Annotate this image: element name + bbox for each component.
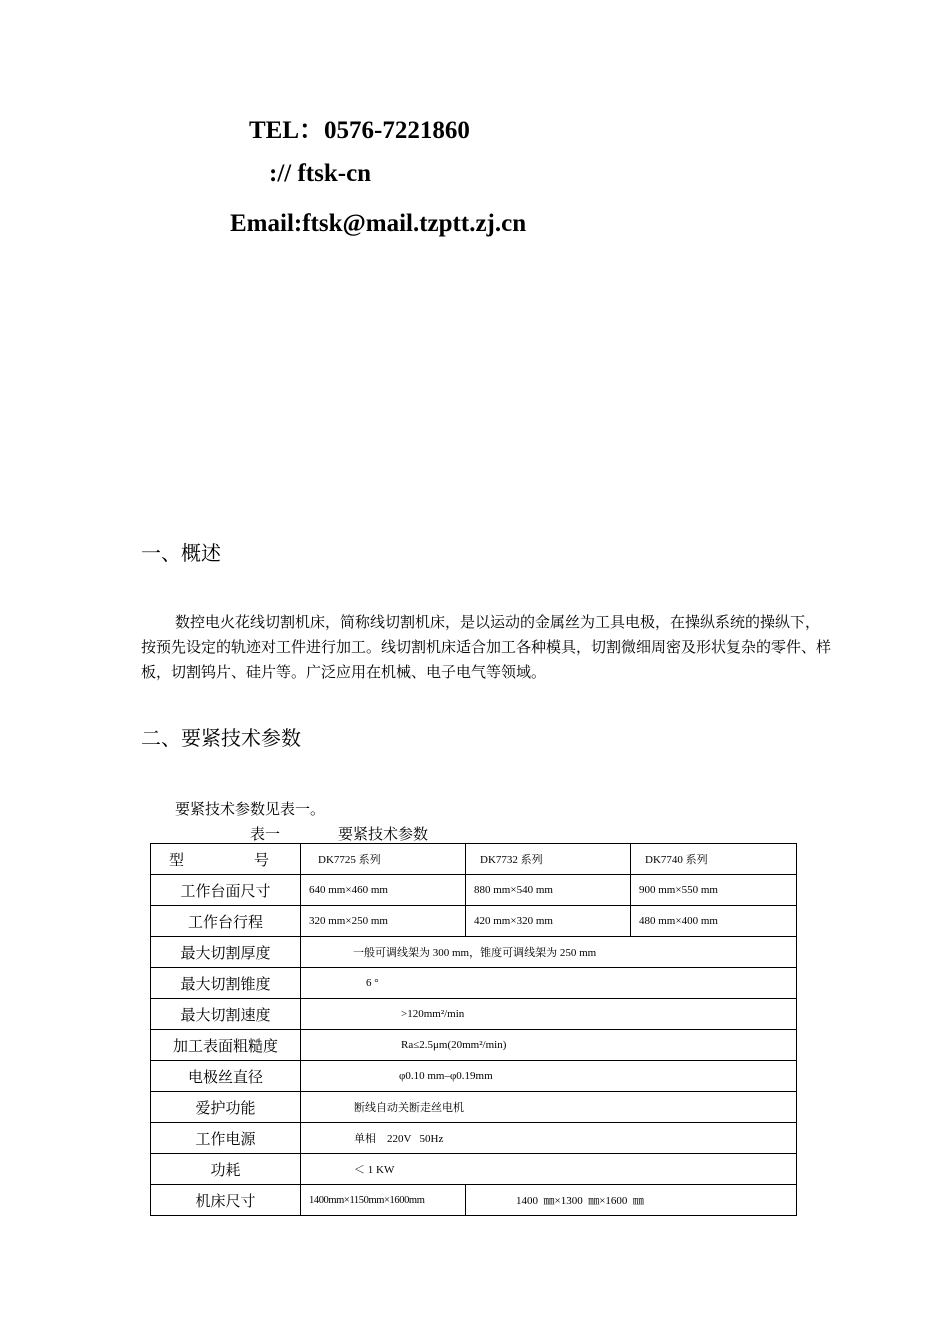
row-label: 工作台面尺寸 xyxy=(151,875,301,906)
table-row xyxy=(151,1061,797,1092)
cell-value: 断线自动关断走丝电机 xyxy=(301,1092,797,1123)
table-row xyxy=(151,1154,797,1185)
cell-value: 880 mm×540 mm xyxy=(466,875,631,906)
row-label: 爱护功能 xyxy=(151,1092,301,1123)
cell-value: 1400 ㎜×1300 ㎜×1600 ㎜ xyxy=(466,1185,797,1216)
header-model-3: DK7740 系列 xyxy=(631,844,797,875)
contact-website: :// ftsk-cn xyxy=(269,160,372,187)
cell-value: 一般可调线架为 300 mm，锥度可调线架为 250 mm xyxy=(301,937,797,968)
header-model-1: DK7725 系列 xyxy=(301,844,466,875)
cell-value: 480 mm×400 mm xyxy=(631,906,797,937)
cell-value: 900 mm×550 mm xyxy=(631,875,797,906)
row-label: 工作电源 xyxy=(151,1123,301,1154)
parameters-intro: 要紧技术参数见表一。 xyxy=(175,800,326,818)
table-row xyxy=(151,937,797,968)
table-row xyxy=(151,875,797,906)
table-caption-label: 表一 xyxy=(250,825,281,843)
header-model-label-a: 型 xyxy=(169,850,185,869)
cell-value: 640 mm×460 mm xyxy=(301,875,466,906)
cell-value: 320 mm×250 mm xyxy=(301,906,466,937)
table-row xyxy=(151,1030,797,1061)
row-label: 工作台行程 xyxy=(151,906,301,937)
header-model-label-b: 号 xyxy=(254,850,270,869)
table-row xyxy=(151,1185,797,1216)
row-label: 加工表面粗糙度 xyxy=(151,1030,301,1061)
section-heading-parameters: 二、要紧技术参数 xyxy=(141,726,301,750)
cell-value: φ0.10 mm–φ0.19mm xyxy=(301,1061,797,1092)
cell-value: >120mm²/min xyxy=(301,999,797,1030)
table-row xyxy=(151,999,797,1030)
cell-value: Ra≤2.5μm(20mm²/min) xyxy=(301,1030,797,1061)
row-label: 最大切割厚度 xyxy=(151,937,301,968)
row-label: 电极丝直径 xyxy=(151,1061,301,1092)
cell-value: 1400mm×1150mm×1600mm xyxy=(301,1185,466,1216)
cell-value: 6 ° xyxy=(301,968,797,999)
row-label: 功耗 xyxy=(151,1154,301,1185)
table-row xyxy=(151,906,797,937)
header-model-label xyxy=(151,844,301,875)
row-label: 最大切割速度 xyxy=(151,999,301,1030)
row-label: 机床尺寸 xyxy=(151,1185,301,1216)
cell-value: ＜ 1 KW xyxy=(301,1154,797,1185)
cell-value: 420 mm×320 mm xyxy=(466,906,631,937)
table-row xyxy=(151,1123,797,1154)
cell-value: 单相 220V 50Hz xyxy=(301,1123,797,1154)
contact-phone: TEL：0576-7221860 xyxy=(249,117,470,144)
table-caption xyxy=(250,823,428,844)
table-row xyxy=(151,1092,797,1123)
contact-email: Email:ftsk@mail.tzptt.zj.cn xyxy=(230,210,527,237)
row-label: 最大切割锥度 xyxy=(151,968,301,999)
overview-paragraph: 数控电火花线切割机床，简称线切割机床，是以运动的金属丝为工具电极，在操纵系统的操纵下，按预先设定的轨迹对工件进行加工。线切割机床适合加工各种模具，切割微细周密及形状复杂的零件、样板，切割钨片、硅片等。广泛应用在机械、电子电气等领域。 xyxy=(141,613,832,681)
table-header-row xyxy=(151,844,797,875)
header-model-2: DK7732 系列 xyxy=(466,844,631,875)
table-row xyxy=(151,968,797,999)
parameters-table xyxy=(150,843,797,1216)
table-caption-title: 要紧技术参数 xyxy=(338,825,429,843)
section-heading-overview: 一、概述 xyxy=(141,541,221,565)
